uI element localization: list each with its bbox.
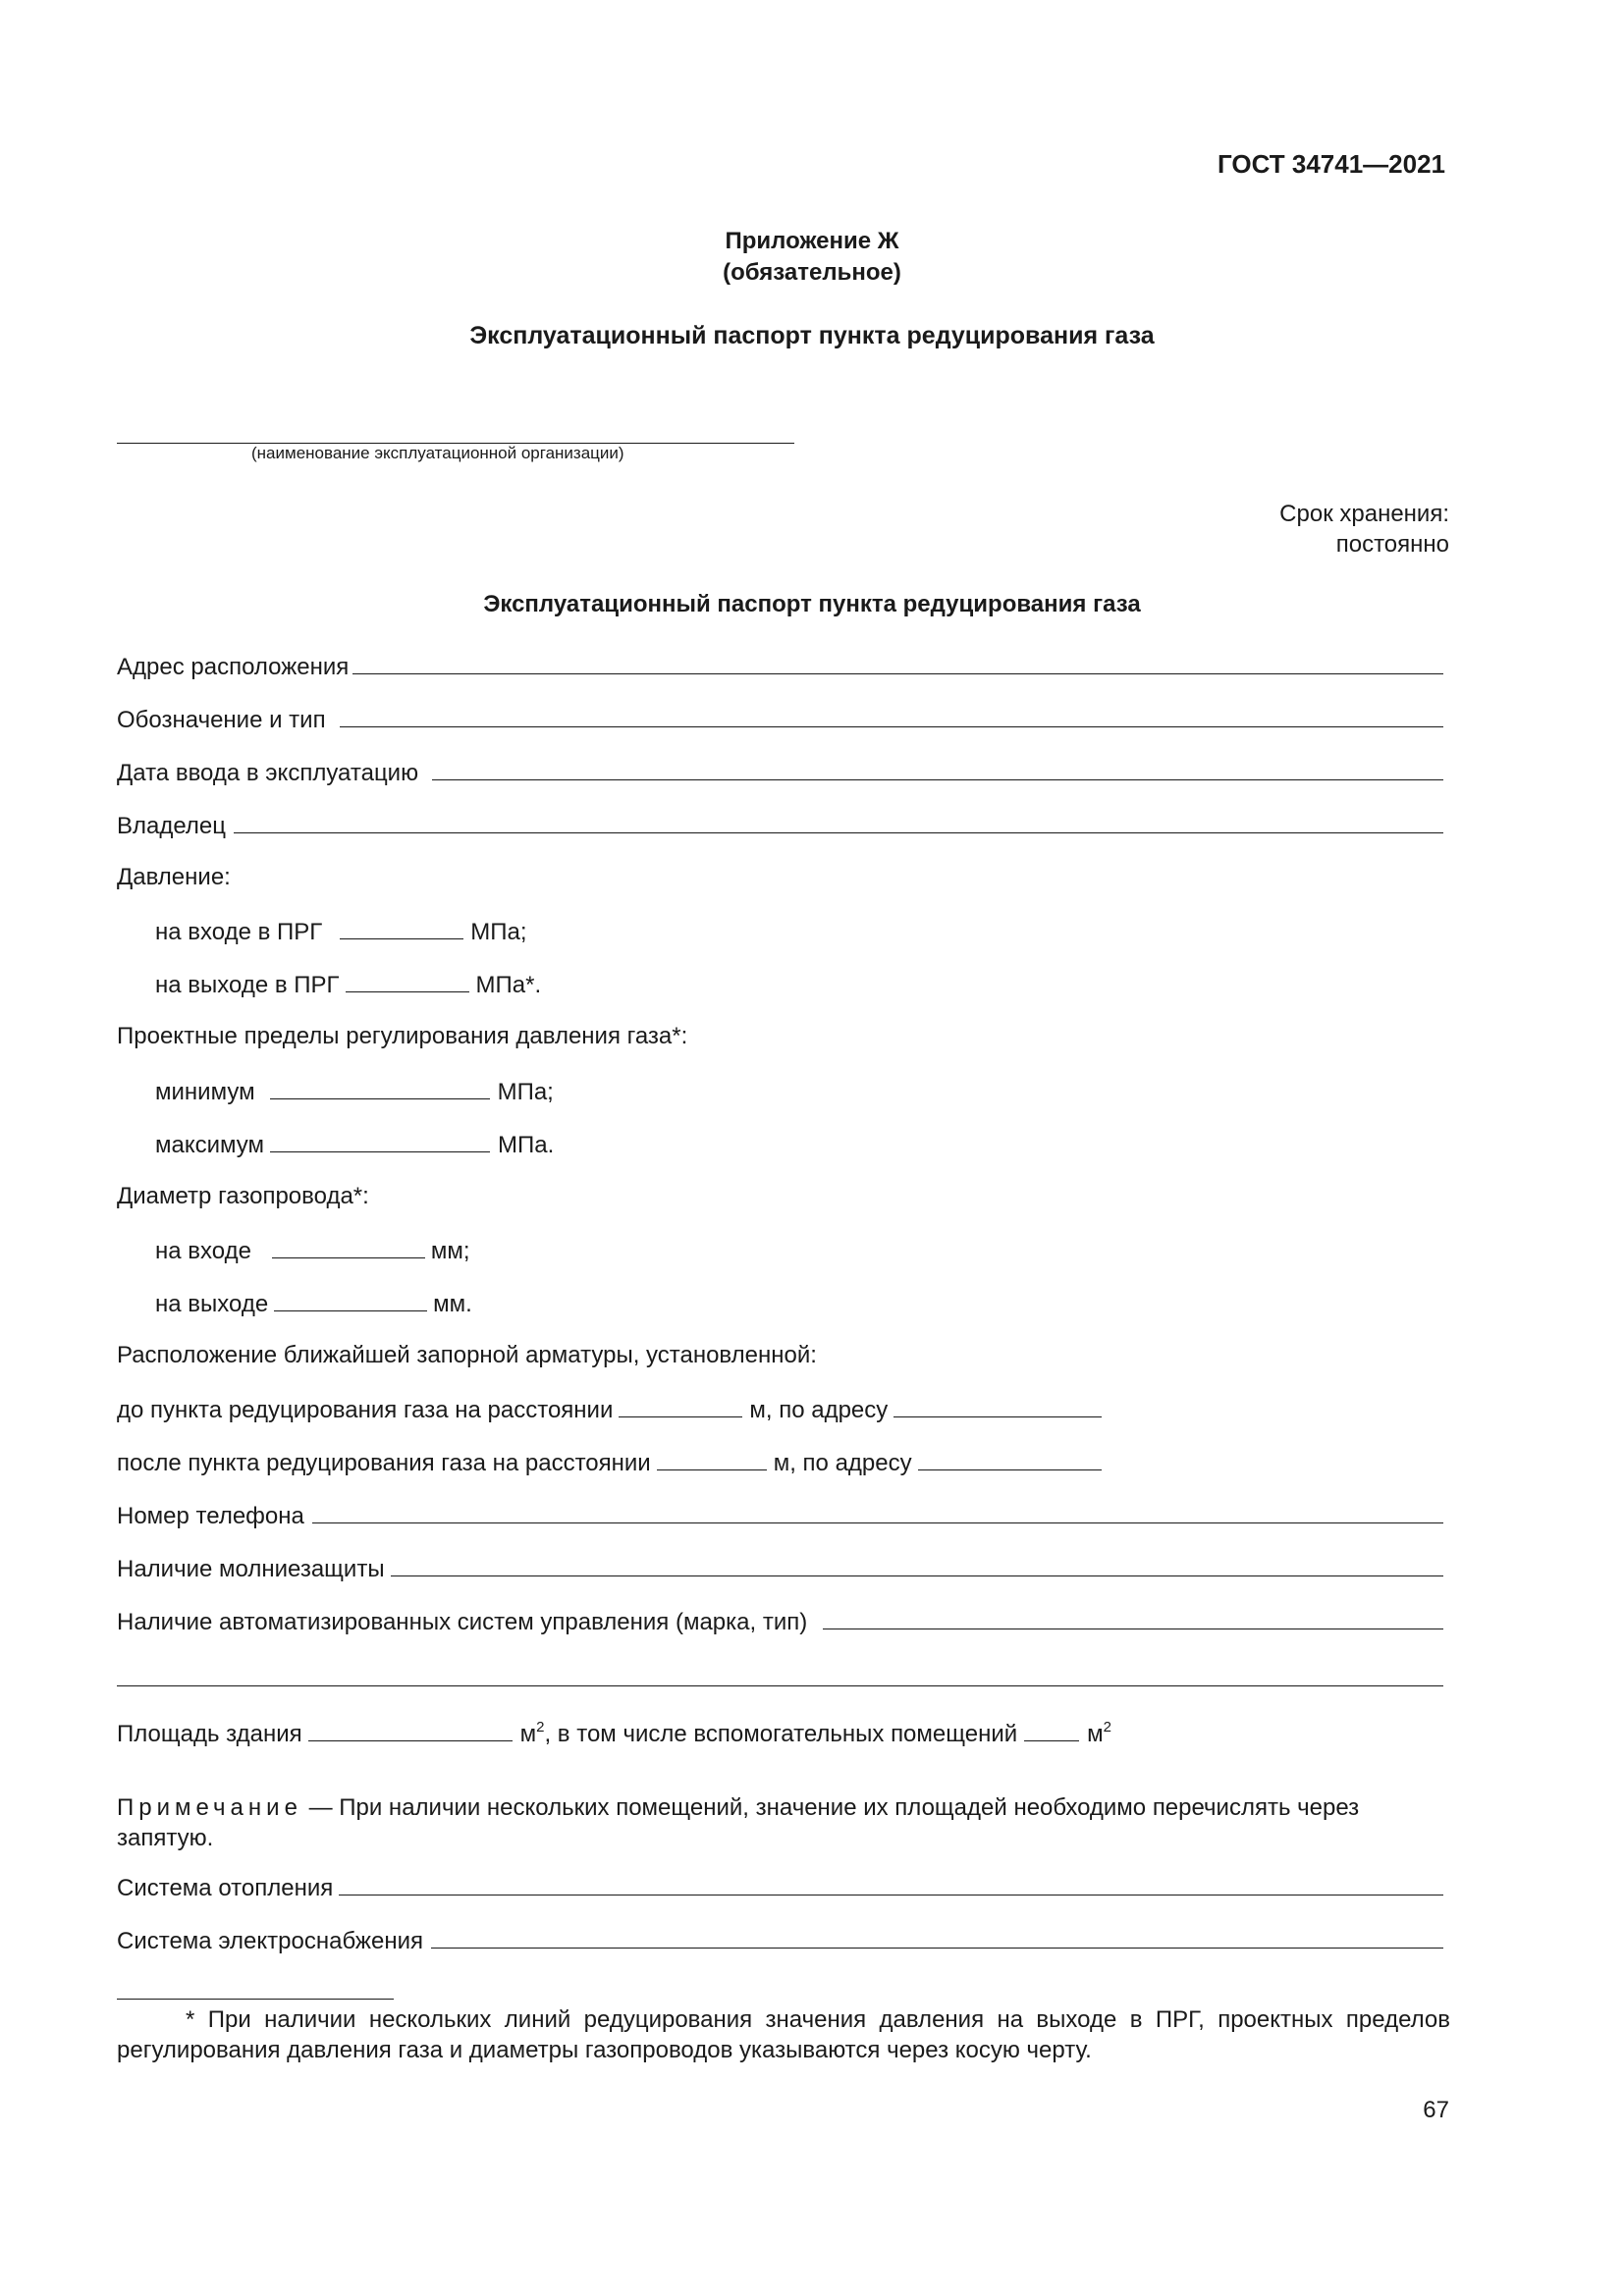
phone-row (117, 1501, 1443, 1530)
aux-area-blank[interactable] (1024, 1719, 1079, 1741)
max-unit: МПа. (498, 1132, 555, 1158)
area-mid: , в том числе вспомогательных помещений (544, 1721, 1018, 1747)
note-label: Примечание (117, 1794, 302, 1821)
appendix-title: Приложение Ж (725, 228, 899, 254)
storage-label: Срок хранения: (1279, 501, 1449, 527)
before-row (117, 1395, 1102, 1424)
designation-label: Обозначение и тип (117, 707, 326, 733)
heating-label: Система отопления (117, 1875, 334, 1901)
automation-blank[interactable] (823, 1607, 1443, 1629)
after-label: после пункта редуцирования газа на расстоянии (117, 1450, 651, 1476)
diameter-out-label: на выходе (155, 1291, 269, 1317)
diameter-heading: Диаметр газопровода*: (117, 1183, 369, 1209)
pressure-in-unit: МПа; (470, 919, 527, 945)
pressure-out-label: на выходе в ПРГ (155, 972, 340, 998)
pressure-in-blank[interactable] (340, 917, 463, 939)
before-mid: м, по адресу (749, 1397, 889, 1423)
aux-area-unit: $м^2$ (1087, 1719, 1111, 1747)
footnote-separator (117, 1999, 394, 2000)
before-label: до пункта редуцирования газа на расстоянии (117, 1397, 614, 1423)
document-title: Эксплуатационный паспорт пункта редуцирования газа (469, 322, 1155, 349)
before-distance-blank[interactable] (619, 1395, 742, 1417)
diameter-out-blank[interactable] (274, 1289, 427, 1311)
lightning-label: Наличие молниезащиты (117, 1556, 385, 1582)
pressure-heading: Давление: (117, 864, 231, 890)
designation-blank[interactable] (340, 705, 1443, 727)
automation-label: Наличие автоматизированных систем управления (марка, тип) (117, 1609, 808, 1635)
area-unit: $м^2$ (519, 1719, 545, 1747)
max-row (155, 1130, 554, 1159)
pressure-in-label: на входе в ПРГ (155, 919, 323, 945)
commission-date-blank[interactable] (432, 758, 1443, 780)
pressure-out-blank[interactable] (346, 970, 469, 992)
standard-number: ГОСТ 34741—2021 (1218, 149, 1445, 179)
after-row (117, 1448, 1102, 1477)
note (117, 1792, 1450, 1853)
area-label: Площадь здания (117, 1721, 302, 1747)
min-unit: МПа; (497, 1079, 554, 1105)
form-title: Эксплуатационный паспорт пункта редуцирования газа (483, 591, 1141, 617)
min-label: минимум (155, 1079, 255, 1105)
diameter-out-row (155, 1289, 472, 1318)
min-blank[interactable] (270, 1077, 490, 1099)
power-label: Система электроснабжения (117, 1928, 423, 1954)
power-row (117, 1926, 1443, 1955)
note-text: — При наличии нескольких помещений, значение их площадей необходимо перечислять через запятую. (117, 1794, 1360, 1851)
phone-blank[interactable] (312, 1501, 1443, 1523)
organization-caption: (наименование эксплуатационной организации) (251, 444, 624, 462)
appendix-type: (обязательное) (723, 259, 901, 286)
diameter-in-blank[interactable] (272, 1236, 425, 1258)
diameter-out-unit: мм. (433, 1291, 472, 1317)
before-address-blank[interactable] (893, 1395, 1102, 1417)
after-address-blank[interactable] (918, 1448, 1102, 1470)
phone-label: Номер телефона (117, 1503, 304, 1529)
owner-row (117, 811, 1443, 840)
lightning-row (117, 1554, 1443, 1583)
power-blank[interactable] (431, 1926, 1443, 1949)
footnote: * При наличии нескольких линий редуцирования значения давления на выходе в ПРГ, проектных пределов регулирования давления газа и диаметры газопроводов указываются через косую черту. (117, 2006, 1450, 2063)
designation-row (117, 705, 1443, 734)
pressure-out-row (155, 970, 541, 999)
pressure-out-unit: МПа*. (475, 972, 542, 998)
heating-row (117, 1873, 1443, 1902)
address-row (117, 652, 1443, 681)
valves-heading: Расположение ближайшей запорной арматуры, установленной: (117, 1342, 817, 1368)
min-row (155, 1077, 554, 1106)
area-row (117, 1719, 1111, 1748)
max-label: максимум (155, 1132, 265, 1158)
automation-continuation-line[interactable] (117, 1685, 1443, 1686)
owner-label: Владелец (117, 813, 227, 839)
max-blank[interactable] (270, 1130, 490, 1152)
lightning-blank[interactable] (391, 1554, 1443, 1576)
area-blank[interactable] (308, 1719, 513, 1741)
diameter-in-unit: мм; (430, 1238, 470, 1264)
automation-row (117, 1607, 1443, 1636)
after-mid: м, по адресу (773, 1450, 912, 1476)
limits-heading: Проектные пределы регулирования давления газа*: (117, 1023, 688, 1049)
address-label: Адрес расположения (117, 654, 350, 680)
page-number: 67 (1423, 2097, 1449, 2123)
after-distance-blank[interactable] (657, 1448, 767, 1470)
diameter-in-row (155, 1236, 470, 1265)
heating-blank[interactable] (339, 1873, 1443, 1896)
owner-blank[interactable] (234, 811, 1443, 833)
address-blank[interactable] (352, 652, 1443, 674)
commission-date-label: Дата ввода в эксплуатацию (117, 760, 419, 786)
diameter-in-label: на входе (155, 1238, 251, 1264)
storage-value: постоянно (1335, 531, 1449, 558)
pressure-in-row (155, 917, 527, 946)
commission-date-row (117, 758, 1443, 787)
